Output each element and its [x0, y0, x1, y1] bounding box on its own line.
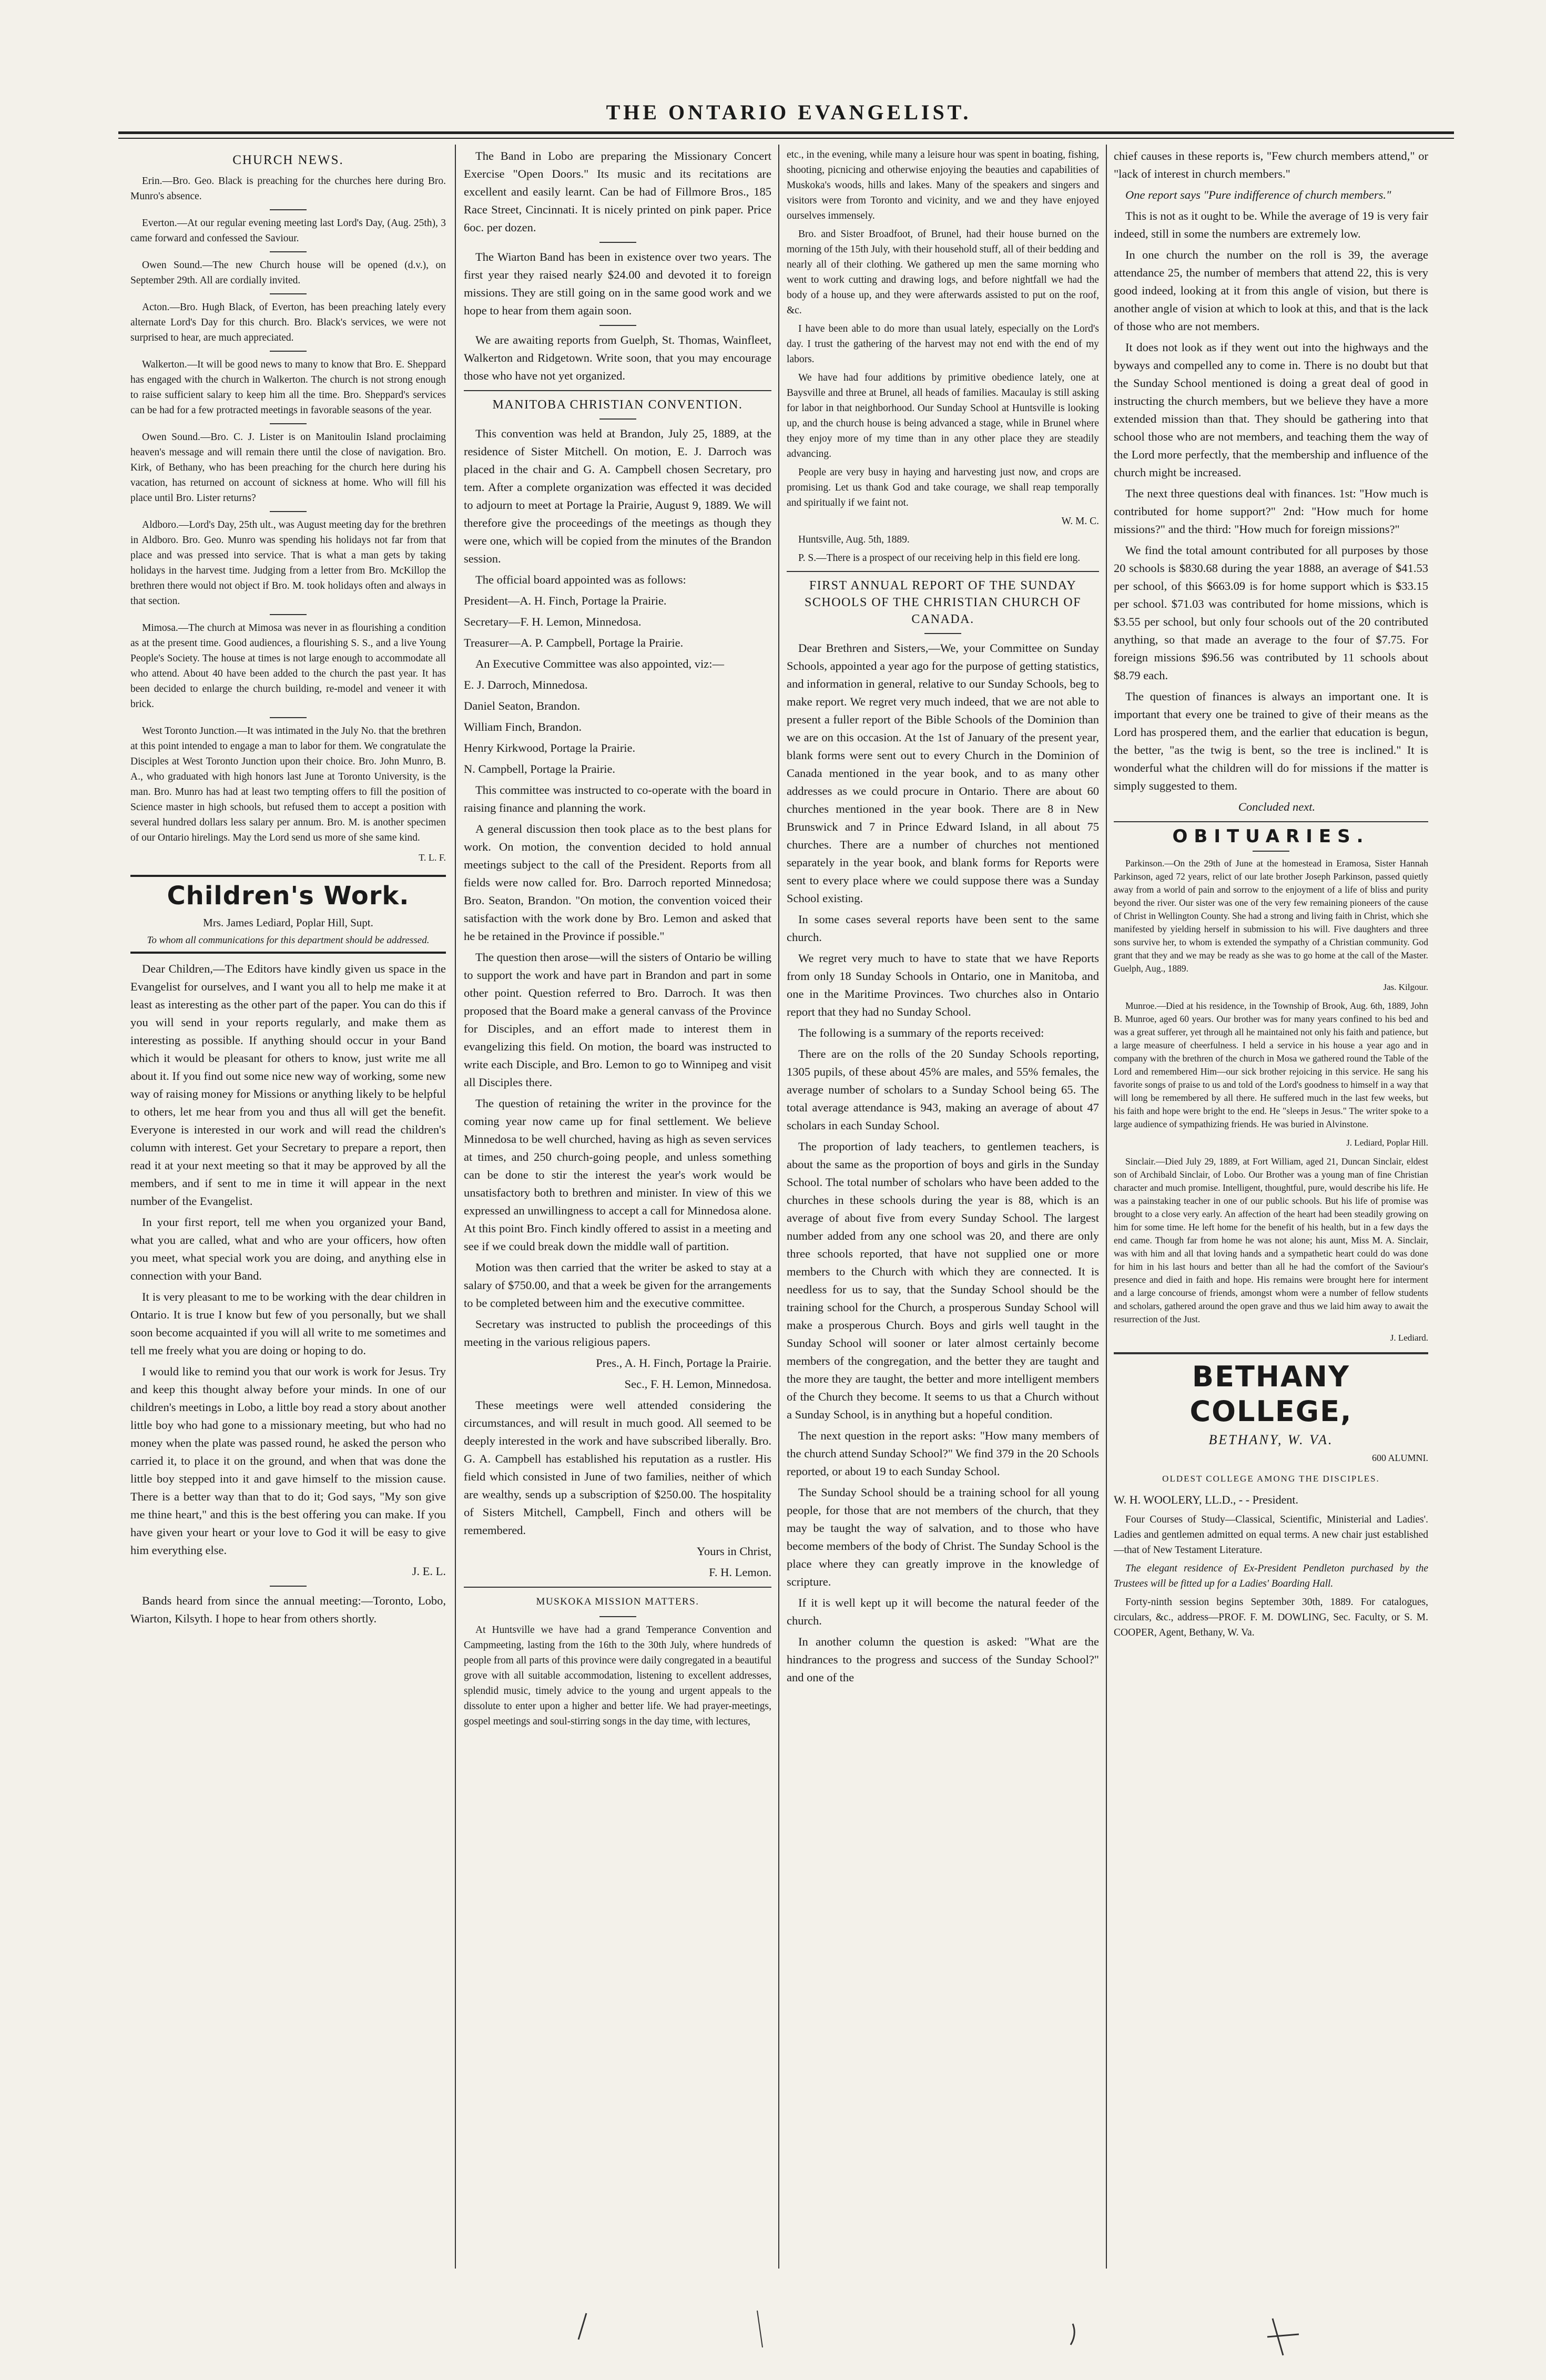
paragraph: In another column the question is asked: "What are the hindrances to the progress and success of the Sunday School?" and one of the	[787, 1635, 1099, 1684]
paragraph: The following is a summary of the reports received:	[798, 1026, 1044, 1039]
continued-note: Concluded next.	[1238, 800, 1316, 813]
divider	[924, 633, 961, 634]
divider	[270, 423, 307, 424]
news-item: Mimosa.—The church at Mimosa was never in as flourishing a condition as at the present time. Good audiences, a flourishing S. S., and a live Young People's Society. The house at times is not large enough to accommodate all who attend. About 40 have been added to the church the past year. It has been decided to enlarge the church building, re-model and veneer it with brick.	[130, 622, 446, 710]
column-3	[787, 147, 1099, 1690]
signature: T. L. F.	[419, 852, 446, 863]
president-line: W. H. WOOLERY, LL.D., - - President.	[1114, 1493, 1298, 1506]
column-2	[464, 147, 771, 1732]
paragraph: Forty-ninth session begins September 30th, 1889. For catalogues, circulars, &c., address—PROF. F. M. DOWLING, Sec. Faculty, or S. M. COOPER, Agent, Bethany, W. Va.	[1114, 1597, 1428, 1638]
column-divider	[778, 145, 779, 2269]
divider	[599, 325, 636, 326]
column-4	[1114, 147, 1428, 1643]
committee-line: E. J. Darroch, Minnedosa.	[464, 678, 588, 691]
signature: F. H. Lemon.	[709, 1566, 771, 1579]
paragraph: People are very busy in haying and harvesting just now, and crops are promising. Let us thank God and take courage, we shall reap temporally and spiritually if we faint not.	[787, 467, 1099, 508]
divider	[464, 1587, 771, 1588]
paragraph: This convention was held at Brandon, July 25, 1889, at the residence of Sister Mitchell. On motion, E. J. Darroch was placed in the chair and G. A. Campbell chosen Secretary, pro tem. After a complete organization was effected it was decided to adjourn to meet at Portage la Prairie, August 9, 1889. We will therefore give the proceedings of the meetings as though they were one, which will be copied from the minutes of the Brandon session.	[464, 427, 771, 565]
paragraph: I would like to remind you that our work is work for Jesus. Try and keep this thought alway before your minds. In one of our children's meetings in Lobo, a little boy read a story about another little boy who had gone to a missionary meeting, but who had no money when the plate was passed round, he asked the person who carried it, to place it on the ground, and when that was done the little boy stepped into it and gave himself to the mission cause. There is a better way than that to do it; God says, "My son give me thine heart," and this is the best offering you can make. If you have given your heart or your love to God it will be easy to give him everything else.	[130, 1365, 446, 1557]
divider	[1114, 821, 1428, 822]
news-item: Aldboro.—Lord's Day, 25th ult., was August meeting day for the brethren in Aldboro. Bro. Geo. Munro was spending his holidays not far from that place and was pressed into service. That is what a man gets by taking holidays in the harvest time. Judging from a letter from Bro. McKillop the brethren there would not object if Bro. M. took holidays often and always in that section.	[130, 519, 446, 607]
divider	[1253, 851, 1289, 852]
divider	[270, 511, 307, 512]
divider	[1114, 1352, 1428, 1354]
postscript: P. S.—There is a prospect of our receiving help in this field ere long.	[798, 553, 1081, 564]
dateline: Huntsville, Aug. 5th, 1889.	[798, 534, 910, 545]
news-item: Erin.—Bro. Geo. Black is preaching for the churches here during Bro. Munro's absence.	[130, 176, 446, 202]
divider	[270, 717, 307, 718]
paragraph: The next question in the report asks: "How many members of the church attend Sunday School?" We find 379 in the 20 Schools reported, or about 19 to each Sunday School.	[787, 1429, 1099, 1478]
signature: J. Lediard, Poplar Hill.	[1346, 1138, 1428, 1148]
divider	[270, 293, 307, 294]
masthead-rule-thin	[118, 138, 1454, 139]
paragraph: The official board appointed was as follows:	[475, 573, 686, 586]
paragraph: In your first report, tell me when you organized your Band, what you are called, what and who are your officers, how often you meet, what special work you are doing, and anything else in connection with your Band.	[130, 1215, 446, 1282]
paragraph: The Sunday School should be a training school for all young people, for those that are not members of the church, that they may be taught the way of salvation, and to those who have become members of the body of Christ. The Sunday School is the place where they can greatly improve in the knowledge of scripture.	[787, 1486, 1099, 1588]
divider	[270, 351, 307, 352]
column-divider	[1106, 145, 1107, 2269]
childrens-work-editor: Mrs. James Lediard, Poplar Hill, Supt.	[203, 916, 373, 929]
oldest-college-line: OLDEST COLLEGE AMONG THE DISCIPLES.	[1162, 1474, 1380, 1484]
paragraph: The Band in Lobo are preparing the Missionary Concert Exercise "Open Doors." Its music and its recitations are excellent and easily learnt. Can be had of Fillmore Bros., 185 Race Street, Cincinnati. It is nicely printed on pink paper. Price 6oc. per dozen.	[464, 149, 771, 234]
paragraph: This committee was instructed to co-operate with the board in raising finance and planning the work.	[464, 783, 771, 814]
news-item: Walkerton.—It will be good news to many to know that Bro. E. Sheppard has engaged with the church in Walkerton. The church is not strong enough to raise sufficient salary to keep him all the time. Bro. Sheppard's services can be had for a few protracted meetings in favorable seasons of the year.	[130, 359, 446, 416]
paragraph: The question of finances is always an important one. It is important that every one be trained to give of their means as the Lord has prospered them, and the earlier that education is begun, the better, "as the twig is bent, so the tree is inclined." It is wonderful what the children will do for missions if the matter is simply suggested to them.	[1114, 690, 1428, 792]
paragraph: We find the total amount contributed for all purposes by those 20 schools is $830.68 during the year 1888, an average of $41.53 per school, of this $663.09 is for home support which is $33.15 per school. $71.03 was contributed for home missions, which is $3.55 per school, but only four schools out of the 20 contributed anything, so that made an average to the four of $7.75. For foreign missions $96.56 was contributed by 11 schools about $8.79 each.	[1114, 544, 1428, 682]
news-item: Acton.—Bro. Hugh Black, of Everton, has been preaching lately every alternate Lord's Day for this church. Bro. Black's services, we were not surprised to hear, are much appreciated.	[130, 302, 446, 343]
divider	[270, 614, 307, 615]
signature: J. Lediard.	[1390, 1333, 1428, 1343]
paragraph: It is very pleasant to me to be working with the dear children in Ontario. It is true I know but few of you personally, but we shall soon become acquainted if you will all write to me sometimes and tell me freely what you are doing or hoping to do.	[130, 1290, 446, 1357]
officer-line: President—A. H. Finch, Portage la Prairie.	[464, 594, 667, 607]
closing: Yours in Christ,	[696, 1545, 771, 1558]
paragraph: Dear Children,—The Editors have kindly given us space in the Evangelist for ourselves, and I want you all to help me make it at least as interesting as the other part of the paper. You can do this if you will send in your reports regularly, and make them as interesting as possible. If anything should occur in your Band which it would be pleasant for others to know, just write me all about it. If you find out some nice new way of working, some new way of raising money for Missions or anything likely to be helpful to others, let me hear from you and thus all will get the benefit. Everyone is interested in our work and will read the children's column with interest. Get your Secretary to prepare a report, then read it at your next meeting so that it may be approved by all the members, and if sent to me in time it will appear in the next number of the Evangelist.	[130, 962, 446, 1208]
paragraph: Four Courses of Study—Classical, Scientific, Ministerial and Ladies'. Ladies and gentlemen admitted on equal terms. A new chair just established—that of New Testament Literature.	[1114, 1514, 1428, 1556]
paragraph: In one church the number on the roll is 39, the average attendance 25, the number of members that attend 22, this is very good indeed, looking at it from this angle of vision, but there is another angle of vision at which to look at this, and that is the lack of those who are not members.	[1114, 248, 1428, 333]
divider	[270, 251, 307, 252]
paragraph: I have been able to do more than usual lately, especially on the Lord's day. I trust the gathering of the harvest may not end with the end of my labors.	[787, 323, 1099, 365]
paragraph: Bro. and Sister Broadfoot, of Brunel, had their house burned on the morning of the 15th July, with their household stuff, all of their bedding and nearly all of their clothing. We gathered up men the same morning who went to work cutting and drawing logs, and before nightfall we had the body of a house up, and they were afterwards assisted to put on the roof, &c.	[787, 229, 1099, 316]
manitoba-heading: MANITOBA CHRISTIAN CONVENTION.	[492, 398, 743, 412]
paragraph: We regret very much to have to state that we have Reports from only 18 Sunday Schools in Ontario, one in Manitoba, and one in the Maritime Provinces. Two churches also in Ontario report that they had no Sunday School.	[787, 952, 1099, 1018]
divider	[599, 1616, 636, 1617]
childrens-work-title: Children's Work.	[167, 881, 410, 911]
divider	[599, 418, 636, 420]
news-item: Owen Sound.—The new Church house will be opened (d.v.), on September 29th. All are cordially invited.	[130, 260, 446, 286]
church-news-heading: CHURCH NEWS.	[232, 153, 344, 167]
alumni-count: 600 ALUMNI.	[1372, 1453, 1428, 1463]
paragraph: The question then arose—will the sisters of Ontario be willing to support the work and have part in Brandon and part in some other point. Question referred to Bro. Darroch. It was then proposed that the Board make a general canvass of the Province for Disciples, and an effort made to interest them in evangelizing this field. On motion, the board was instructed to write each Disciple, and Bro. Lemon to go to Winnipeg and visit all Disciples there.	[464, 951, 771, 1089]
muskoka-heading: MUSKOKA MISSION MATTERS.	[536, 1596, 699, 1607]
bethany-location: BETHANY, W. VA.	[1208, 1432, 1334, 1447]
paragraph: The Wiarton Band has been in existence over two years. The first year they raised nearly $24.00 and devoted it to foreign missions. They are still going on in the same good work and we hope to hear from them again soon.	[464, 250, 771, 317]
paragraph: Dear Brethren and Sisters,—We, your Committee on Sunday Schools, appointed a year ago for the purpose of getting statistics, and information in general, relative to our Sunday Schools, beg to make report. We regret very much indeed, that we are not able to present a fuller report of the Bible Schools of the Dominion than we are on this occasion. At the 1st of January of the present year, blank forms were sent out to every Church in the Dominion of Canada mentioned in the year book, and to as many other addresses as we could procure in Ontario. There are about 60 churches mentioned in the year book. There are 8 in New Brunswick and 7 in Prince Edward Island, in all about 75 churches. There are a number of churches not mentioned separately in the year book, and blank forms for Reports were sent to every place where we could suppose there was a Sunday School existing.	[787, 641, 1099, 905]
obituary: Munroe.—Died at his residence, in the Township of Brook, Aug. 6th, 1889, John B. Munroe, aged 60 years. Our brother was for many years confined to his bed and was a great sufferer, yet through all he maintained not only his faith and patience, but a large measure of cheerfulness. I held a service in his house a year ago and in company with the brethren of the church in Mosa we gathered round the Table of the Lord and remembered Him—our sick brother rejoicing in this service. He sang his favorite songs of praise to us and told of the Lord's goodness to himself in a way that will long be remembered by all there. He suffered much in the last few weeks, but his faith and hope were bright to the end. He "sleeps in Jesus." The writer spoke to a large audience of sympathizing friends. He was buried in Alvinstone.	[1114, 1000, 1428, 1129]
obituary: Sinclair.—Died July 29, 1889, at Fort William, aged 21, Duncan Sinclair, eldest son of Archibald Sinclair, of Lobo. Our Brother was a young man of fine Christian character and much promise. Intelligent, thoughtful, pure, would describe his life. He was a painstaking teacher in one of our public schools. But his life of promise was brought to a close very early. An affection of the heart had been steadily growing on him for some time. He left home for the benefit of his health, but in a few days the end came. Though far from home he was not alone; his aunt, Miss M. A. Sinclair, was with him and all that loving hands and a sympathetic heart could do was done for him in his last hours and better than all he had the comfort of the Saviour's presence and died in faith and hope. His remains were brought here for interment and a large concourse of friends, amongst whom were a number of fellow students and scholars, gathered around the open grave and thus we laid him away to await the resurrection of the Just.	[1114, 1156, 1428, 1324]
masthead-rule	[118, 131, 1454, 134]
signature: J. E. L.	[412, 1565, 446, 1578]
paragraph: An Executive Committee was also appointed, viz:—	[475, 657, 725, 670]
paragraph: If it is well kept up it will become the natural feeder of the church.	[787, 1596, 1099, 1627]
divider	[599, 242, 636, 243]
sunday-school-report-heading: FIRST ANNUAL REPORT OF THE SUNDAY SCHOOLS OF THE CHRISTIAN CHURCH OF CANADA.	[805, 579, 1081, 626]
divider	[270, 1586, 307, 1587]
officer-line: Secretary—F. H. Lemon, Minnedosa.	[464, 615, 642, 628]
paragraph: The question of retaining the writer in the province for the coming year now came up for final settlement. We believe Minnedosa to be well churched, having as high as seven services at times, and 250 church-going people, and unless something can be done to stir the interest the year's work would be unsatisfactory both to brethren and minister. In view of this we expressed an unwillingness to accept a call for Minnedosa alone. At this point Bro. Finch kindly offered to assist in a meeting and see if we could break down the middle wall of partition.	[464, 1097, 771, 1253]
column-1	[130, 147, 446, 1631]
page-scan-marks	[0, 2303, 1546, 2366]
committee-line: William Finch, Brandon.	[464, 720, 582, 733]
paragraph: chief causes in these reports is, "Few church members attend," or "lack of interest in church members."	[1114, 149, 1428, 180]
bethany-college-title: BETHANY COLLEGE,	[1189, 1360, 1352, 1428]
paragraph: A general discussion then took place as to the best plans for work. On motion, the convention decided to hold annual meetings subject to the call of the President. Reports from all fields were now called for. Bro. Darroch reported Minnedosa; Bro. Seaton, Brandon. "On motion, the convention voiced their satisfaction with the work done by Bro. Lemon and asked that he be retained in the Province if possible."	[464, 822, 771, 943]
paragraph: The next three questions deal with finances. 1st: "How much is contributed for home support?" 2nd: "How much for home missions?" and the third: "How much for foreign missions?"	[1114, 487, 1428, 536]
paragraph: etc., in the evening, while many a leisure hour was spent in boating, fishing, shooting, picnicing and otherwise enjoying the beauties and capabilities of Muskoka's woods, hills and lakes. Many of the speakers and singers and visitors were from Toronto and vicinity, and we and they have enjoyed ourselves immensely.	[787, 149, 1099, 221]
column-divider	[455, 145, 456, 2269]
signature: W. M. C.	[1061, 516, 1099, 527]
officer-line: Treasurer—A. P. Campbell, Portage la Prairie.	[464, 636, 684, 649]
paragraph: Bands heard from since the annual meeting:—Toronto, Lobo, Wiarton, Kilsyth. I hope to hear from others shortly.	[130, 1594, 446, 1625]
signature: Sec., F. H. Lemon, Minnedosa.	[624, 1377, 771, 1391]
signature: Pres., A. H. Finch, Portage la Prairie.	[596, 1356, 771, 1370]
obituaries-heading: OBITUARIES.	[1172, 826, 1370, 847]
paragraph: Motion was then carried that the writer be asked to stay at a salary of $750.00, and that a week be given for the arrangements to be completed between him and the executive committee.	[464, 1261, 771, 1310]
paragraph: It does not look as if they went out into the highways and the byways and compelled any to come in. There is no doubt but that the Sunday School mentioned is doing a great deal of good in instructing the church members, but we believe they have a more extended mission than that. They should be gathering into that school those who are not members, and teaching them the way of the Lord more perfectly, that the membership and influence of the church might be increased.	[1114, 341, 1428, 479]
childrens-work-header	[130, 875, 446, 954]
divider	[464, 390, 771, 391]
paragraph: One report says "Pure indifference of church members."	[1125, 188, 1391, 201]
committee-line: Daniel Seaton, Brandon.	[464, 699, 581, 712]
paragraph: Secretary was instructed to publish the proceedings of this meeting in the various religious papers.	[464, 1317, 771, 1349]
paragraph: The proportion of lady teachers, to gentlemen teachers, is about the same as the proportion of boys and girls in the Sunday School. The total number of scholars who have been added to the churches in these schools during the year is 88, which is an average of about five from every Sunday School. The largest number added from any one school was 20, and there are only three schools reported, that have not supplied one or more members to the Church with which they are connected. It is needless for us to say, that the Sunday School should be the training school for the Church, a prosperous Sunday School will make a prosperous Church. Boys and girls well taught in the Sunday School will sooner or later almost certainly become members of the congregation, and the better they are taught and the more they are taught, the better and more intelligent members of the Church they become. It seems to us that a Church without a Sunday School, is in anything but a hopeful condition.	[787, 1140, 1099, 1421]
divider	[787, 571, 1099, 572]
obituary: Parkinson.—On the 29th of June at the homestead in Eramosa, Sister Hannah Parkinson, aged 72 years, relict of our late brother Joseph Parkinson, passed quietly away from a world of pain and sorrow to the enjoyment of a life of bliss and purity beyond the river. Our sister was one of the very few remaining pioneers of the cause of Christ in Wellington County. She had a strong and living faith in Christ, which she manifested by yielding herself in submission to his will. Five daughters and three sons survive her, to whom is extended the sympathy of a Christian community. God grant that they and we may be ready as she was to go home at the call of the Master. Guelph, Aug., 1889.	[1114, 858, 1428, 974]
news-item: Everton.—At our regular evening meeting last Lord's Day, (Aug. 25th), 3 came forward and confessed the Saviour.	[130, 218, 446, 244]
paragraph: In some cases several reports have been sent to the same church.	[787, 913, 1099, 944]
news-item: West Toronto Junction.—It was intimated in the July No. that the brethren at this point intended to engage a man to labor for them. We congratulate the Disciples at West Toronto Junction upon their choice. Bro. John Munro, B. A., who graduated with high honors last June at Toronto University, is the man. Bro. Munro has had at least two tempting offers to fill the position of Science master in high schools, but refused them to accept a position with several hundred dollars less salary per annum. Bro. M. is another specimen of our Ontario hirelings. May the Lord send us more of she same kind.	[130, 726, 446, 843]
paragraph: We are awaiting reports from Guelph, St. Thomas, Wainfleet, Walkerton and Ridgetown. Write soon, that you may encourage those who have not yet organized.	[464, 333, 771, 382]
paragraph: These meetings were well attended considering the circumstances, and will result in much good. All seemed to be deeply interested in the work and have subscribed liberally. Bro. G. A. Campbell has established his reputation as a rustler. His field which consisted in June of two families, neither of which are wealthy, sends up a subscription of $250.00. The hospitality of Sisters Mitchell, Campbell, Finch and others will be remembered.	[464, 1398, 771, 1537]
committee-line: Henry Kirkwood, Portage la Prairie.	[464, 741, 636, 754]
news-item: Owen Sound.—Bro. C. J. Lister is on Manitoulin Island proclaiming heaven's message and will remain there until the close of navigation. Bro. Kirk, of Bethany, who has been preaching for the church here during his vacation, has returned on account of sickness at home. Who will fill his place until Bro. Lister returns?	[130, 432, 446, 504]
childrens-work-note: To whom all communications for this department should be addressed.	[147, 935, 430, 946]
signature: Jas. Kilgour.	[1383, 982, 1428, 992]
committee-line: N. Campbell, Portage la Prairie.	[464, 762, 616, 775]
masthead-title: THE ONTARIO EVANGELIST.	[606, 100, 972, 124]
paragraph: The elegant residence of Ex-President Pendleton purchased by the Trustees will be fitted up for a Ladies' Boarding Hall.	[1114, 1563, 1428, 1589]
paragraph: This is not as it ought to be. While the average of 19 is very fair indeed, still in some the numbers are extremely low.	[1114, 209, 1428, 240]
paragraph: At Huntsville we have had a grand Temperance Convention and Campmeeting, lasting from the 16th to the 30th July, where hundreds of people from all parts of this province were daily congregated in a beautiful grove with all suitable accommodation, listening to excellent addresses, splendid music, timely advice to the young and urgent appeals to the dissolute to enter upon a higher and better life. We had prayer-meetings, gospel meetings and soul-stirring songs in the day time, with lectures,	[464, 1625, 771, 1727]
paragraph: There are on the rolls of the 20 Sunday Schools reporting, 1305 pupils, of these about 45% are males, and 55% females, the average number of scholars to a Sunday School being 65. The total average attendance is 943, making an average of about 47 scholars in each Sunday School.	[787, 1047, 1099, 1132]
paragraph: We have had four additions by primitive obedience lately, one at Baysville and three at Brunel, all heads of families. Macaulay is still asking for labor in that neighborhood. Our Sunday School at Huntsville is looking up, and the church house is being advanced a stage, while in Brunel where they enjoy more of my time than in any other place they are steadily advancing.	[787, 372, 1099, 459]
divider	[270, 209, 307, 210]
